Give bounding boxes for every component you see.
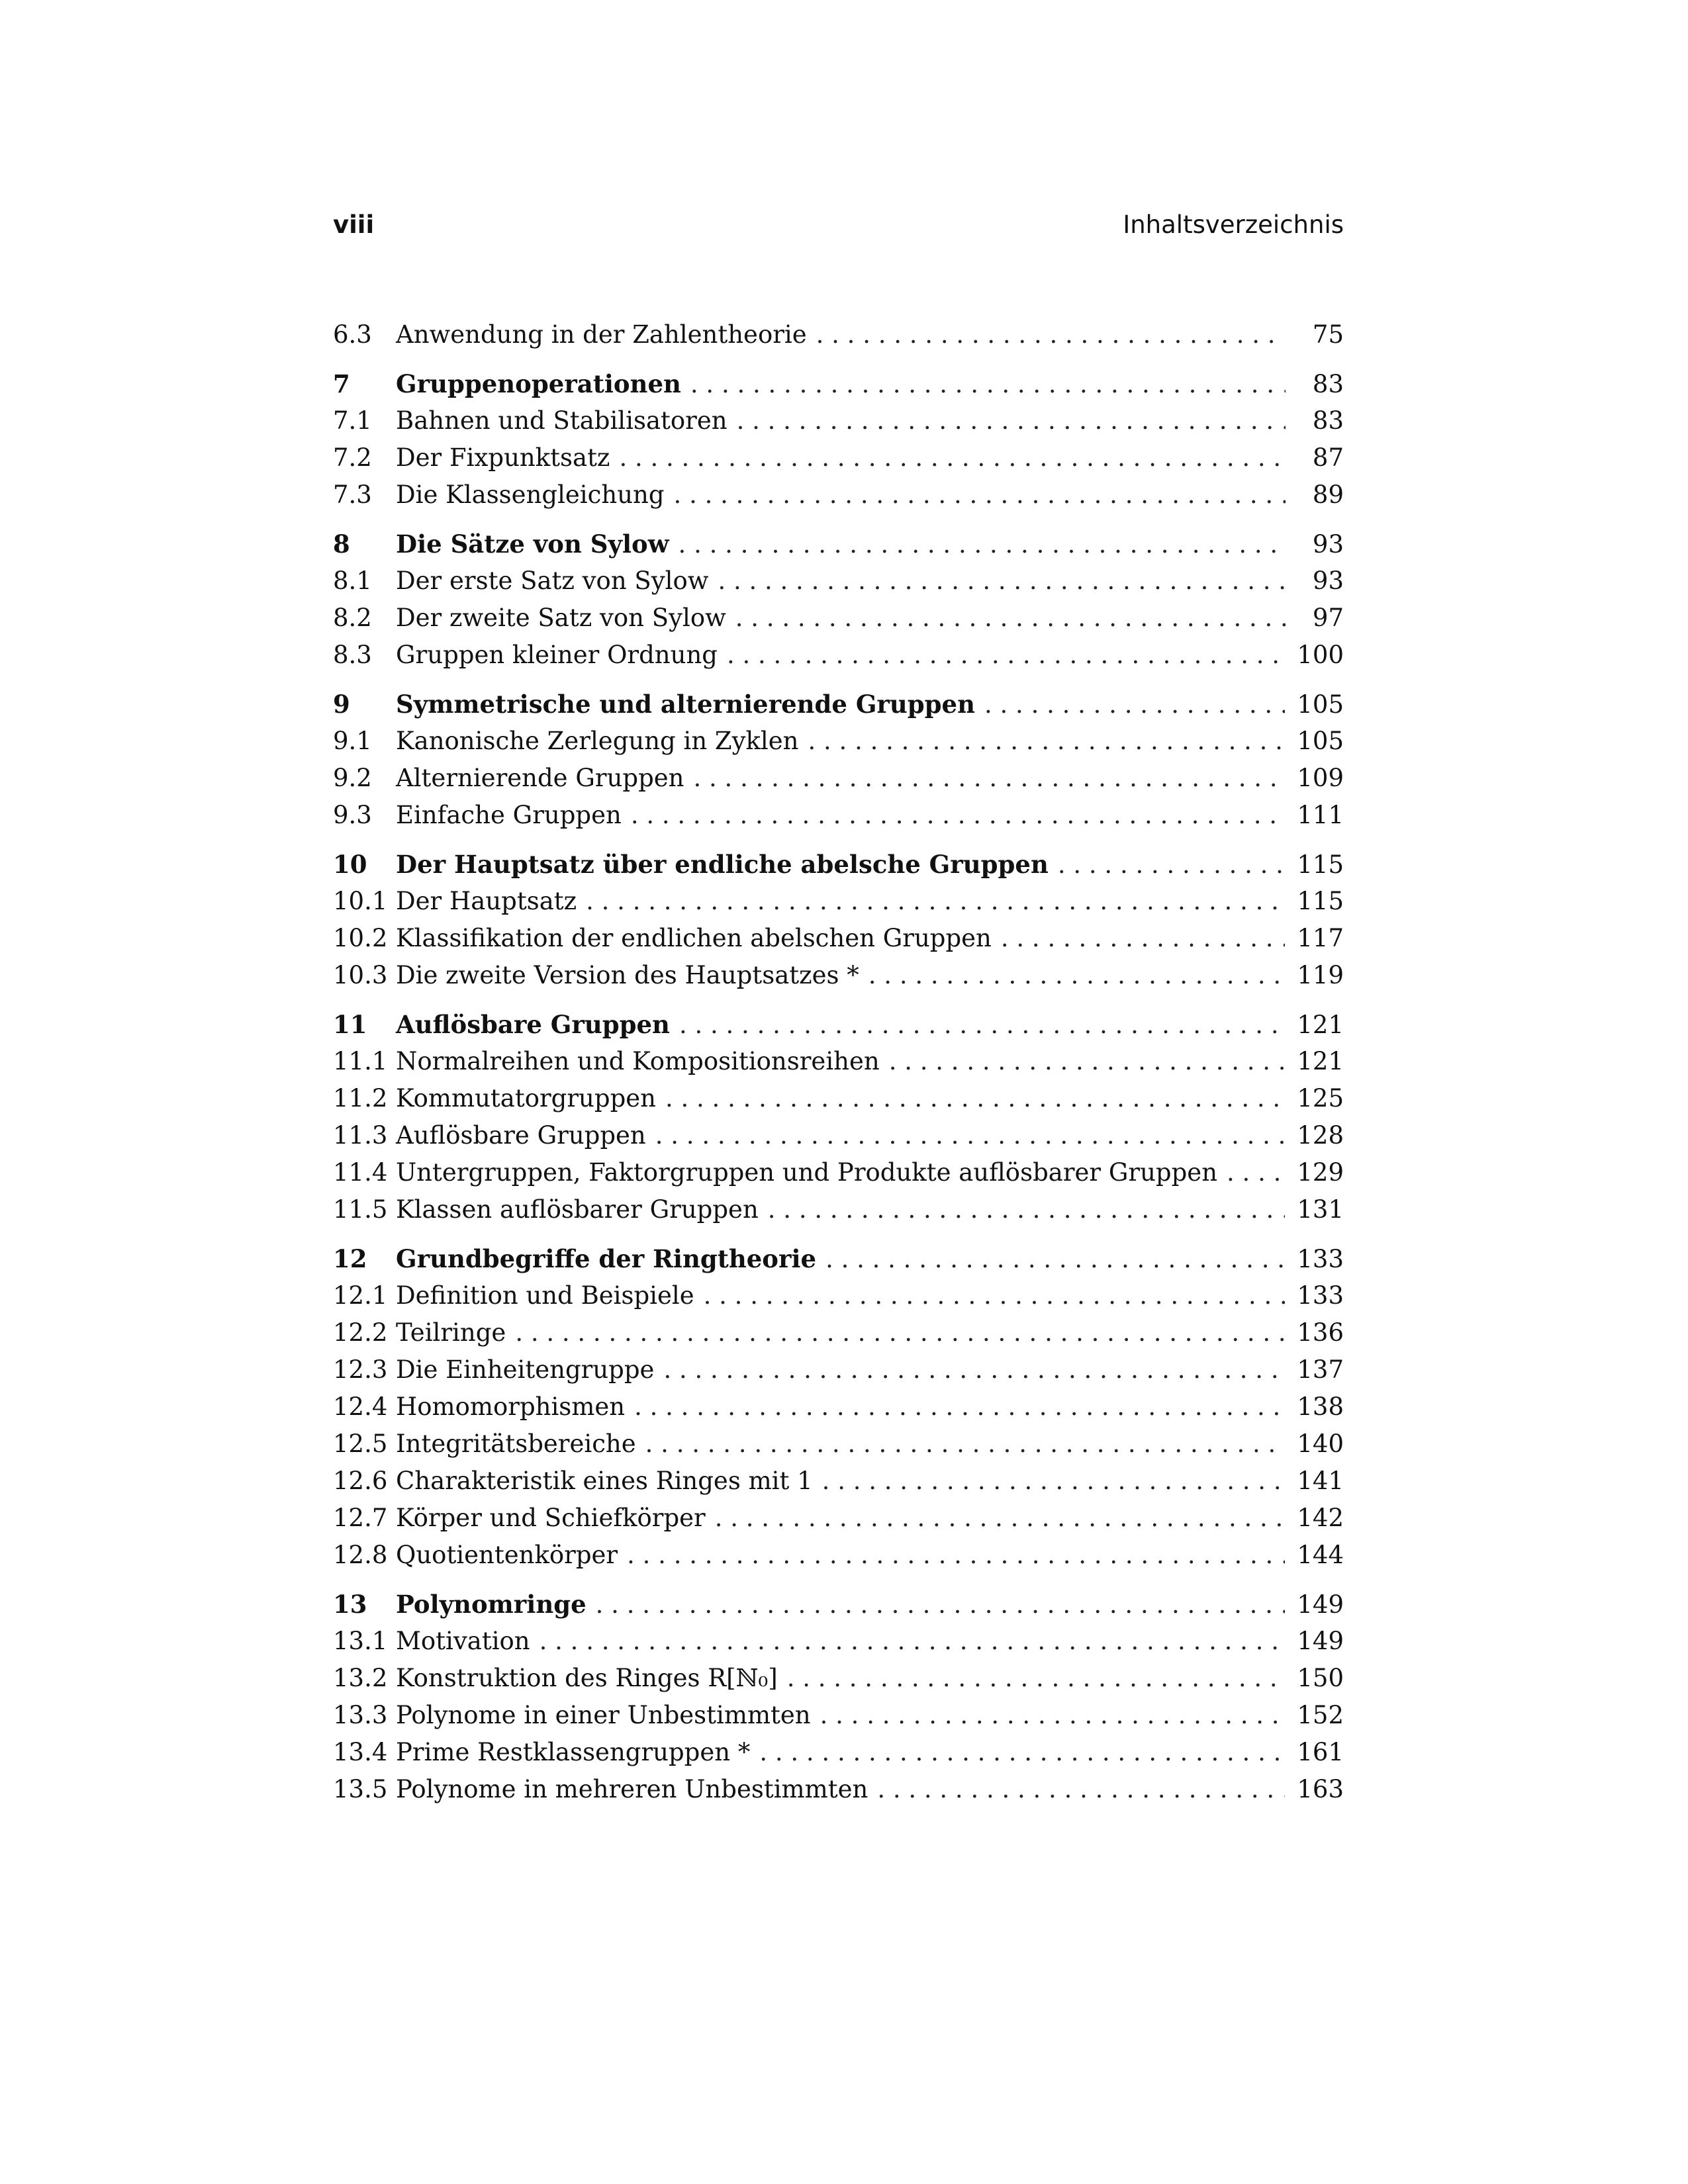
toc-entry-number: 7.3: [333, 480, 372, 509]
toc-chapter-row[interactable]: [333, 846, 1344, 883]
toc-entry-number: 9.1: [333, 727, 372, 755]
toc-dot-leader: [889, 1043, 1286, 1080]
toc-entry-number: 6.3: [333, 320, 372, 349]
toc-chapter-row[interactable]: [333, 1006, 1344, 1043]
toc-entry-number: 10: [333, 850, 367, 879]
toc-dot-leader: [704, 1277, 1286, 1314]
toc-dot-leader: [645, 1426, 1286, 1463]
toc-entry-title: Kanonische Zerlegung in Zyklen: [396, 727, 799, 755]
toc-entry-title: Definition und Beispiele: [396, 1281, 694, 1310]
toc-dot-leader: [718, 563, 1286, 600]
toc-entry-number: 12.2: [333, 1318, 388, 1347]
toc-entry-title: Normalreihen und Kompositionsreihen: [396, 1047, 880, 1075]
running-head-title: Inhaltsverzeichnis: [1123, 210, 1344, 239]
toc-entry-page: 97: [1312, 604, 1344, 632]
toc-dot-leader: [655, 1117, 1286, 1154]
toc-entry-page: 115: [1297, 850, 1344, 879]
toc-section-row[interactable]: [333, 1351, 1344, 1388]
toc-entry-title: Polynomringe: [396, 1590, 586, 1619]
toc-entry-title: Auflösbare Gruppen: [396, 1010, 670, 1039]
toc-dot-leader: [619, 439, 1286, 477]
toc-dot-leader: [679, 1007, 1285, 1044]
toc-entry-number: 13: [333, 1590, 367, 1619]
toc-entry-number: 13.2: [333, 1664, 388, 1692]
toc-dot-leader: [759, 1734, 1285, 1771]
toc-entry-title: Teilringe: [396, 1318, 506, 1347]
toc-entry-page: 138: [1297, 1392, 1344, 1421]
toc-entry-page: 83: [1312, 406, 1344, 435]
toc-dot-leader: [627, 1537, 1285, 1574]
toc-section-row[interactable]: [333, 1117, 1344, 1154]
toc-entry-title: Alternierende Gruppen: [396, 764, 684, 792]
toc-entry-page: 137: [1297, 1355, 1344, 1384]
toc-entry-number: 9.2: [333, 764, 372, 792]
toc-section-row[interactable]: [333, 637, 1344, 674]
toc-dot-leader: [694, 760, 1286, 797]
toc-section-row[interactable]: [333, 1154, 1344, 1191]
toc-entry-page: 115: [1297, 887, 1344, 915]
toc-entry-number: 11.5: [333, 1195, 388, 1224]
toc-entry-page: 89: [1312, 480, 1344, 509]
toc-entry-page: 109: [1297, 764, 1344, 792]
toc-dot-leader: [984, 686, 1285, 723]
toc-entry-title: Der Fixpunktsatz: [396, 443, 610, 472]
toc-entry-number: 11.2: [333, 1084, 388, 1113]
toc-section-row[interactable]: [333, 920, 1344, 957]
page-number: viii: [333, 210, 375, 239]
toc-section-row[interactable]: [333, 1426, 1344, 1463]
toc-chapter-row[interactable]: [333, 686, 1344, 723]
toc-entry-title: Konstruktion des Ringes R[ℕ₀]: [396, 1664, 778, 1692]
toc-dot-leader: [820, 1697, 1286, 1734]
toc-entry-page: 129: [1297, 1158, 1344, 1187]
toc-entry-page: 136: [1297, 1318, 1344, 1347]
toc-chapter-row[interactable]: [333, 1586, 1344, 1623]
table-of-contents: [333, 316, 1344, 1808]
toc-entry-number: 12.4: [333, 1392, 388, 1421]
toc-entry-title: Symmetrische und alternierende Gruppen: [396, 690, 975, 719]
running-head: [333, 210, 1344, 244]
toc-entry-number: 12.3: [333, 1355, 388, 1384]
toc-section-row[interactable]: [333, 723, 1344, 760]
toc-dot-leader: [816, 316, 1286, 353]
toc-dot-leader: [1227, 1154, 1285, 1191]
toc-entry-number: 9.3: [333, 801, 372, 829]
toc-section-row[interactable]: [333, 1314, 1344, 1351]
toc-entry-page: 105: [1297, 690, 1344, 719]
toc-section-row[interactable]: [333, 1537, 1344, 1574]
toc-entry-page: 149: [1297, 1590, 1344, 1619]
toc-dot-leader: [877, 1771, 1285, 1808]
toc-entry-number: 7.1: [333, 406, 372, 435]
toc-dot-leader: [515, 1314, 1285, 1351]
toc-entry-number: 10.3: [333, 961, 388, 989]
toc-entry-number: 12.5: [333, 1430, 388, 1458]
toc-entry-title: Polynome in einer Unbestimmten: [396, 1701, 811, 1729]
toc-entry-title: Die Sätze von Sylow: [396, 529, 669, 559]
toc-entry-page: 163: [1297, 1775, 1344, 1803]
toc-dot-leader: [737, 402, 1286, 439]
toc-section-row[interactable]: [333, 1080, 1344, 1117]
toc-entry-number: 13.3: [333, 1701, 388, 1729]
toc-entry-page: 121: [1297, 1011, 1344, 1039]
toc-entry-number: 10.1: [333, 887, 388, 915]
toc-section-row[interactable]: [333, 1463, 1344, 1500]
toc-section-row[interactable]: [333, 1734, 1344, 1771]
toc-entry-number: 8.1: [333, 567, 372, 595]
toc-dot-leader: [822, 1463, 1286, 1500]
toc-entry-page: 93: [1312, 567, 1344, 595]
toc-section-row[interactable]: [333, 1500, 1344, 1537]
toc-section-row[interactable]: [333, 957, 1344, 994]
toc-entry-title: Klassifikation der endlichen abelschen Gruppen: [396, 924, 992, 952]
toc-entry-page: 150: [1297, 1664, 1344, 1692]
toc-section-row[interactable]: [333, 1660, 1344, 1697]
toc-entry-page: 149: [1297, 1627, 1344, 1655]
toc-entry-number: 11.4: [333, 1158, 388, 1187]
toc-section-row[interactable]: [333, 1043, 1344, 1080]
toc-section-row[interactable]: [333, 477, 1344, 514]
toc-entry-page: 117: [1297, 924, 1344, 952]
toc-section-row[interactable]: [333, 1388, 1344, 1426]
toc-entry-title: Der erste Satz von Sylow: [396, 567, 709, 595]
toc-entry-title: Gruppen kleiner Ordnung: [396, 641, 718, 669]
toc-entry-page: 83: [1312, 370, 1344, 398]
toc-entry-title: Der zweite Satz von Sylow: [396, 604, 726, 632]
toc-dot-leader: [665, 1080, 1285, 1117]
toc-section-row[interactable]: [333, 316, 1344, 353]
toc-entry-title: Einfache Gruppen: [396, 801, 622, 829]
toc-entry-title: Polynome in mehreren Unbestimmten: [396, 1775, 868, 1803]
toc-entry-title: Quotientenkörper: [396, 1541, 618, 1569]
toc-entry-page: 93: [1312, 530, 1344, 559]
toc-dot-leader: [768, 1191, 1286, 1228]
toc-chapter-row[interactable]: [333, 365, 1344, 402]
toc-entry-number: 13.1: [333, 1627, 388, 1655]
toc-entry-page: 100: [1297, 641, 1344, 669]
toc-section-row[interactable]: [333, 1771, 1344, 1808]
toc-entry-page: 131: [1297, 1195, 1344, 1224]
toc-section-row[interactable]: [333, 1191, 1344, 1228]
toc-entry-page: 152: [1297, 1701, 1344, 1729]
toc-entry-page: 133: [1297, 1281, 1344, 1310]
toc-dot-leader: [631, 797, 1286, 834]
toc-entry-page: 133: [1297, 1245, 1344, 1273]
toc-entry-title: Auflösbare Gruppen: [396, 1121, 646, 1150]
toc-entry-title: Gruppenoperationen: [396, 369, 681, 398]
toc-dot-leader: [690, 366, 1286, 403]
toc-entry-page: 75: [1312, 320, 1344, 349]
toc-entry-number: 12.8: [333, 1541, 388, 1569]
toc-entry-title: Klassen auflösbarer Gruppen: [396, 1195, 759, 1224]
toc-entry-title: Bahnen und Stabilisatoren: [396, 406, 727, 435]
toc-entry-number: 12: [333, 1244, 367, 1273]
toc-dot-leader: [825, 1241, 1285, 1278]
toc-dot-leader: [539, 1623, 1286, 1660]
toc-entry-number: 11.1: [333, 1047, 388, 1075]
toc-dot-leader: [634, 1388, 1285, 1426]
toc-section-row[interactable]: [333, 883, 1344, 920]
toc-section-row[interactable]: [333, 797, 1344, 834]
toc-entry-page: 128: [1297, 1121, 1344, 1150]
toc-entry-number: 10.2: [333, 924, 388, 952]
toc-entry-title: Charakteristik eines Ringes mit 1: [396, 1467, 813, 1495]
toc-dot-leader: [735, 600, 1286, 637]
toc-entry-title: Körper und Schiefkörper: [396, 1504, 706, 1532]
toc-entry-title: Der Hauptsatz: [396, 887, 577, 915]
toc-dot-leader: [679, 526, 1286, 563]
toc-entry-title: Kommutatorgruppen: [396, 1084, 656, 1113]
toc-entry-title: Grundbegriffe der Ringtheorie: [396, 1244, 817, 1273]
toc-section-row[interactable]: [333, 563, 1344, 600]
toc-entry-title: Anwendung in der Zahlentheorie: [396, 320, 807, 349]
toc-entry-page: 121: [1297, 1047, 1344, 1075]
toc-entry-page: 144: [1297, 1541, 1344, 1569]
toc-dot-leader: [674, 477, 1286, 514]
toc-chapter-row[interactable]: [333, 525, 1344, 563]
toc-entry-page: 125: [1297, 1084, 1344, 1113]
toc-entry-page: 111: [1297, 801, 1344, 829]
toc-section-row[interactable]: [333, 439, 1344, 477]
toc-section-row[interactable]: [333, 600, 1344, 637]
toc-section-row[interactable]: [333, 402, 1344, 439]
toc-entry-number: 8: [333, 529, 350, 559]
toc-entry-title: Untergruppen, Faktorgruppen und Produkte auflösbarer Gruppen: [396, 1158, 1218, 1187]
toc-entry-title: Integritätsbereiche: [396, 1430, 636, 1458]
toc-entry-title: Prime Restklassengruppen *: [396, 1738, 751, 1766]
toc-entry-number: 11: [333, 1010, 367, 1039]
toc-dot-leader: [715, 1500, 1286, 1537]
toc-entry-number: 7: [333, 369, 350, 398]
toc-section-row[interactable]: [333, 1277, 1344, 1314]
toc-section-row[interactable]: [333, 1623, 1344, 1660]
toc-entry-number: 12.6: [333, 1467, 388, 1495]
toc-dot-leader: [1001, 920, 1285, 957]
toc-dot-leader: [727, 637, 1285, 674]
toc-entry-number: 8.3: [333, 641, 372, 669]
toc-dot-leader: [663, 1351, 1285, 1388]
toc-entry-page: 161: [1297, 1738, 1344, 1766]
toc-dot-leader: [1058, 846, 1286, 884]
toc-entry-title: Homomorphismen: [396, 1392, 626, 1421]
toc-entry-title: Die Klassengleichung: [396, 480, 665, 509]
toc-entry-number: 8.2: [333, 604, 372, 632]
toc-dot-leader: [808, 723, 1286, 760]
toc-entry-number: 7.2: [333, 443, 372, 472]
toc-dot-leader: [787, 1660, 1286, 1697]
toc-dot-leader: [868, 957, 1286, 994]
toc-chapter-row[interactable]: [333, 1240, 1344, 1277]
toc-entry-title: Der Hauptsatz über endliche abelsche Gruppen: [396, 850, 1049, 879]
toc-dot-leader: [586, 883, 1285, 920]
toc-section-row[interactable]: [333, 760, 1344, 797]
toc-entry-page: 105: [1297, 727, 1344, 755]
toc-entry-title: Motivation: [396, 1627, 530, 1655]
toc-entry-number: 13.5: [333, 1775, 388, 1803]
toc-entry-number: 12.7: [333, 1504, 388, 1532]
toc-entry-page: 142: [1297, 1504, 1344, 1532]
toc-entry-number: 9: [333, 690, 350, 719]
toc-entry-page: 87: [1312, 443, 1344, 472]
toc-entry-number: 11.3: [333, 1121, 388, 1150]
toc-entry-page: 119: [1297, 961, 1344, 989]
toc-entry-page: 140: [1297, 1430, 1344, 1458]
toc-entry-number: 13.4: [333, 1738, 388, 1766]
toc-section-row[interactable]: [333, 1697, 1344, 1734]
toc-entry-title: Die Einheitengruppe: [396, 1355, 655, 1384]
toc-entry-title: Die zweite Version des Hauptsatzes *: [396, 961, 859, 989]
toc-entry-number: 12.1: [333, 1281, 388, 1310]
toc-entry-page: 141: [1297, 1467, 1344, 1495]
toc-dot-leader: [596, 1586, 1286, 1623]
